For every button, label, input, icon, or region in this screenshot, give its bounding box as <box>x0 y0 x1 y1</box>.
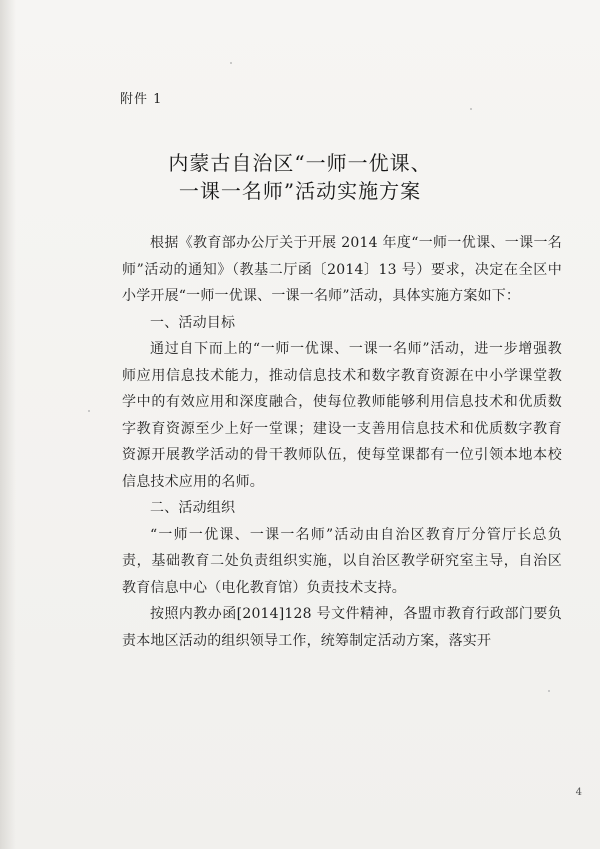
scan-speck <box>88 410 90 412</box>
scan-edge-shadow <box>0 0 16 849</box>
section-heading-organization: 二、活动组织 <box>150 500 236 516</box>
section-heading-goals: 一、活动目标 <box>150 314 236 331</box>
attachment-label: 附件 1 <box>120 92 163 107</box>
document-body <box>122 230 562 654</box>
document-title-line-2: 一课一名师”活动实施方案 <box>178 179 422 203</box>
intro-paragraph: 根据《教育部办公厅关于开展 2014 年度“一师一优课、一课一名师”活动的通知》（教基二厅函〔2014〕13 号）要求，决定在全区中小学开展“一师一优课、一课一名师”活动，具体实施方案如下： <box>122 235 562 304</box>
scan-speck <box>230 62 232 64</box>
page-number: 4 <box>575 787 582 798</box>
organization-paragraph-2: 按照内教办函[2014]128 号文件精神，各盟市教育行政部门要负责本地区活动的组织领导工作，统筹制定活动方案，落实开 <box>122 606 562 649</box>
scan-speck <box>470 108 472 110</box>
goals-paragraph: 通过自下而上的“一师一优课、一课一名师”活动，进一步增强教师应用信息技术能力，推动信息技术和数字教育资源在中小学课堂教学中的有效应用和深度融合，使每位教师能够利用信息技术和优质数字教育资源至少上好一堂课；建设一支善用信息技术和优质数字教育资源开展教学活动的骨干教师队伍，使每堂课都有一位引领本地本校信息技术应用的名师。 <box>122 341 562 490</box>
organization-paragraph-1: “一师一优课、一课一名师”活动由自治区教育厅分管厅长总负责，基础教育二处负责组织实施，以自治区教学研究室主导，自治区教育信息中心（电化教育馆）负责技术支持。 <box>122 526 562 596</box>
scan-speck <box>548 690 550 692</box>
document-title-line-1: 内蒙古自治区“一师一优课、 <box>168 151 432 175</box>
